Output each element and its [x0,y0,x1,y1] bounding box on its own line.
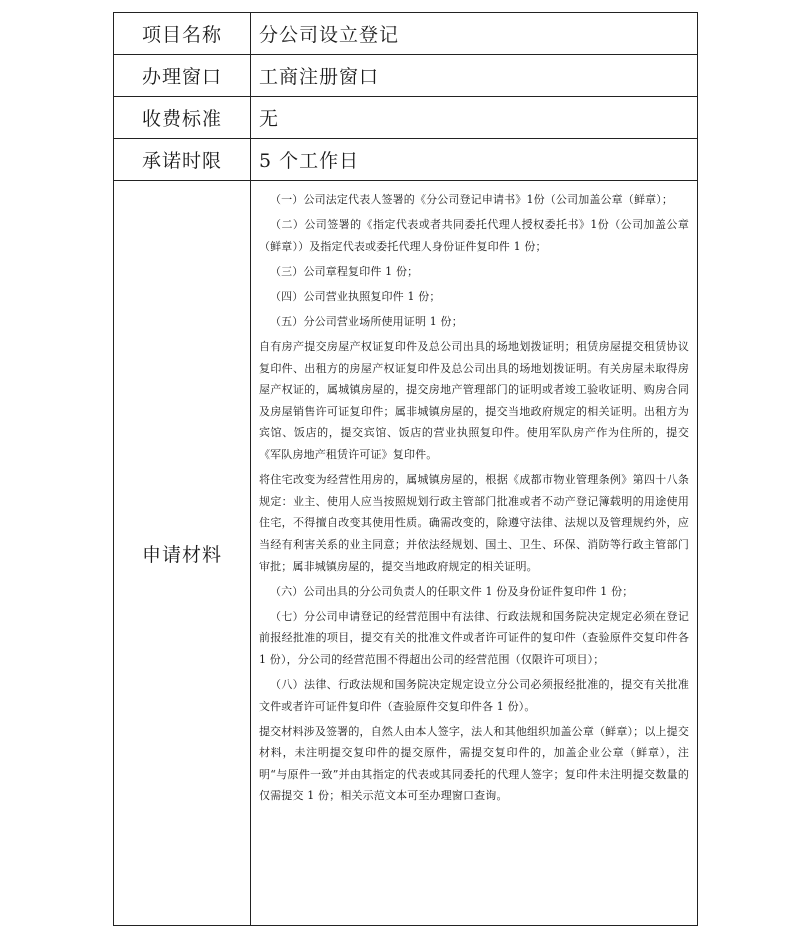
row-service-window [114,55,698,97]
material-item-2: （二）公司签署的《指定代表或者共同委托代理人授权委托书》1份（公司加盖公章（鲜章））及指定代表或委托代理人身份证件复印件 1 份； [259,218,689,253]
fee-standard-value: 无 [251,97,698,139]
application-materials-label: 申请材料 [114,181,251,926]
time-limit-label: 承诺时限 [114,139,251,181]
material-item-3: （三）公司章程复印件 1 份； [270,264,419,278]
registration-info-table [113,12,698,926]
row-application-materials [114,181,698,926]
service-window-value: 工商注册窗口 [251,55,698,97]
row-time-limit [114,139,698,181]
material-item-5: （五）分公司营业场所使用证明 1 份； [270,314,463,328]
submission-notes: 提交材料涉及签署的，自然人由本人签字，法人和其他组织加盖公章（鲜章）；以上提交材料，未注明提交复印件的提交原件，需提交复印件的，加盖企业公章（鲜章），注明“与原件一致”并由其指定的代表或其同委托的代理人签字；复印件未注明提交数量的仅需提交 1 份；相关示范文本可至办理窗口查询。 [259,724,689,803]
time-limit-value: 5 个工作日 [251,139,698,181]
material-item-8: （八）法律、行政法规和国务院决定规定设立分公司必须报经批准的，提交有关批准文件或者许可证件复印件（查验原件交复印件各 1 份）。 [259,677,689,713]
residential-conversion-note: 将住宅改变为经营性用房的，属城镇房屋的，根据《成都市物业管理条例》第四十八条规定：业主、使用人应当按照规划行政主管部门批准或者不动产登记簿载明的用途使用住宅，不得擅自改变其使用性质。确需改变的，除遵守法律、法规以及管理规约外，应当经有利害关系的业主同意；并依法经规划、国土、卫生、环保、消防等行政主管部门审批；属非城镇房屋的，提交当地政府规定的相关证明。 [259,473,689,573]
project-name-value: 分公司设立登记 [251,13,698,55]
fee-standard-label: 收费标准 [114,97,251,139]
material-item-1: （一）公司法定代表人签署的《分公司登记申请书》1份（公司加盖公章（鲜章）； [270,193,674,206]
application-materials-content [251,181,698,926]
row-project-name [114,13,698,55]
premises-proof-note: 自有房产提交房屋产权证复印件及总公司出具的场地划拨证明；租赁房屋提交租赁协议复印件、出租方的房屋产权证复印件及总公司出具的场地划拨证明。有关房屋未取得房屋产权证的，属城镇房屋的，提交房地产管理部门的证明或者竣工验收证明、购房合同及房屋销售许可证复印件；属非城镇房屋的，提交当地政府规定的相关证明。出租方为宾馆、饭店的，提交宾馆、饭店的营业执照复印件。使用军队房产作为住所的，提交《军队房地产租赁许可证》复印件。 [259,340,689,462]
row-fee-standard [114,97,698,139]
material-item-4: （四）公司营业执照复印件 1 份； [270,289,441,303]
material-item-7: （七）分公司申请登记的经营范围中有法律、行政法规和国务院决定规定必须在登记前报经批准的项目，提交有关的批准文件或者许可证件的复印件（查验原件交复印件各 1 份），分公司的经营范围不得超出公司的经营范围（仅限许可项目）； [259,609,689,666]
service-window-label: 办理窗口 [114,55,251,97]
material-item-6: （六）公司出具的分公司负责人的任职文件 1 份及身份证件复印件 1 份； [270,584,634,598]
project-name-label: 项目名称 [114,13,251,55]
